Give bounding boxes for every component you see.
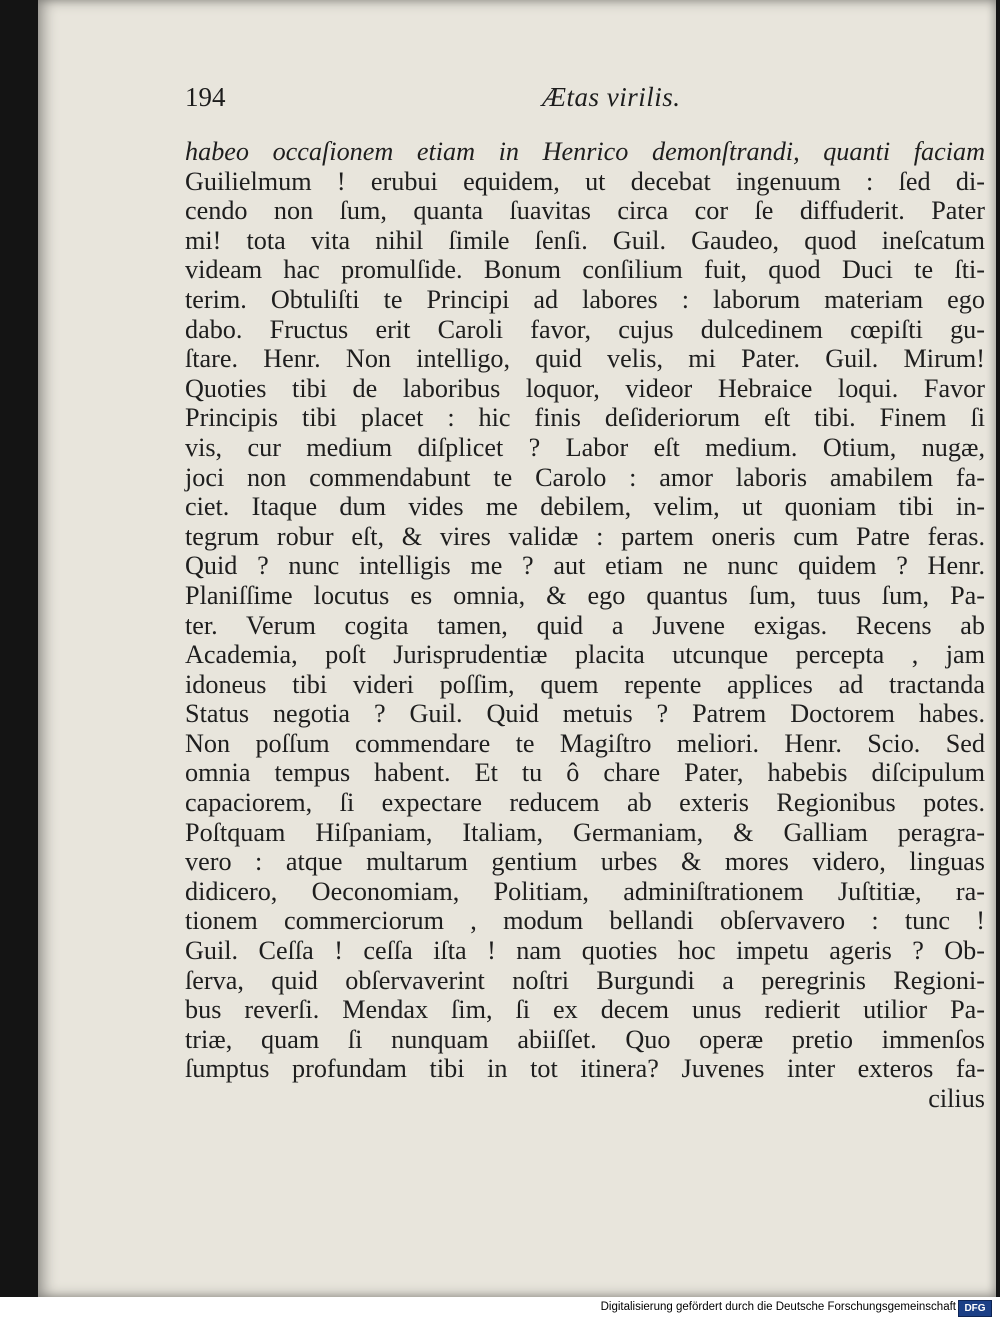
text-line: omnia tempus habent. Et tu ô chare Pater, habebis diſcipulum <box>185 758 985 788</box>
page-header <box>38 82 996 122</box>
text-line: Planiſſime locutus es omnia, & ego quantus ſum, tuus ſum, Pa- <box>185 580 985 610</box>
text-line: terim. Obtuliſti te Principi ad labores : laborum materiam ego <box>185 284 985 314</box>
text-line: Quoties tibi de laboribus loquor, videor Hebraice loqui. Favor <box>185 373 985 403</box>
text-line: ter. Verum cogita tamen, quid a Juvene exigas. Recens ab <box>185 610 985 640</box>
text-line: ſerva, quid obſervaverint noſtri Burgundi a peregrinis Regioni- <box>185 965 985 995</box>
funding-note: Digitalisierung gefördert durch die Deutsche Forschungsgemeinschaft <box>600 1301 956 1313</box>
text-line: idoneus tibi videri poſſim, quem repente applices ad tractanda <box>185 669 985 699</box>
text-line: Quid ? nunc intelligis me ? aut etiam ne nunc quidem ? Henr. <box>185 551 985 581</box>
text-line: Poſtquam Hiſpaniam, Italiam, Germaniam, & Galliam peragra- <box>185 817 985 847</box>
text-line: habeo occaſionem etiam in Henrico demonſtrandi, quanti faciam <box>185 137 985 166</box>
text-line: tegrum robur eſt, & vires validæ : partem oneris cum Patre feras. <box>185 521 985 551</box>
book-page <box>38 0 996 1297</box>
text-line: capaciorem, ſi expectare reducem ab exteris Regionibus potes. <box>185 788 985 818</box>
digitization-footer <box>0 1297 1000 1319</box>
body-text <box>185 137 985 1114</box>
catchword: cilius <box>928 1084 985 1113</box>
text-line: triæ, quam ſi nunquam abiiſſet. Quo operæ pretio immenſos <box>185 1024 985 1054</box>
running-title: Ætas virilis. <box>542 82 681 112</box>
text-line: didicero, Oeconomiam, Politiam, adminiſtrationem Juſtitiæ, ra- <box>185 876 985 906</box>
text-line: ſtare. Henr. Non intelligo, quid velis, mi Pater. Guil. Mirum! <box>185 344 985 374</box>
text-line: cendo non ſum, quanta ſuavitas circa cor ſe diffuderit. Pater <box>185 196 985 226</box>
page-number: 194 <box>185 82 226 112</box>
text-line: Guilielmum ! erubui equidem, ut decebat ingenuum : ſed di- <box>185 166 985 196</box>
text-line: dabo. Fructus erit Caroli favor, cujus dulcedinem cœpiſti gu- <box>185 314 985 344</box>
dfg-logo: DFG <box>958 1300 992 1317</box>
text-line: vis, cur medium diſplicet ? Labor eſt medium. Otium, nugæ, <box>185 432 985 462</box>
text-line: Non poſſum commendare te Magiſtro meliori. Henr. Scio. Sed <box>185 728 985 758</box>
text-line: joci non commendabunt te Carolo : amor laboris amabilem fa- <box>185 462 985 492</box>
text-line: ſumptus profundam tibi in tot itinera? Juvenes inter exteros fa- <box>185 1054 985 1084</box>
text-line: ciet. Itaque dum vides me debilem, velim, ut quoniam tibi in- <box>185 492 985 522</box>
text-line: tionem commerciorum , modum bellandi obſervavero : tunc ! <box>185 906 985 936</box>
text-line: bus reverſi. Mendax ſim, ſi ex decem unus redierit utilior Pa- <box>185 995 985 1025</box>
text-line: Principis tibi placet : hic finis deſideriorum eſt tibi. Finem ſi <box>185 403 985 433</box>
text-line: videam hac promulſide. Bonum conſilium fuit, quod Duci te ſti- <box>185 255 985 285</box>
text-line: Academia, poſt Jurisprudentiæ placita utcunque percepta , jam <box>185 640 985 670</box>
text-line: vero : atque multarum gentium urbes & mores videro, linguas <box>185 847 985 877</box>
text-line: Status negotia ? Guil. Quid metuis ? Patrem Doctorem habes. <box>185 699 985 729</box>
text-line: Guil. Ceſſa ! ceſſa iſta ! nam quoties hoc impetu ageris ? Ob- <box>185 936 985 966</box>
text-line: mi! tota vita nihil ſimile ſenſi. Guil. Gaudeo, quod ineſcatum <box>185 225 985 255</box>
